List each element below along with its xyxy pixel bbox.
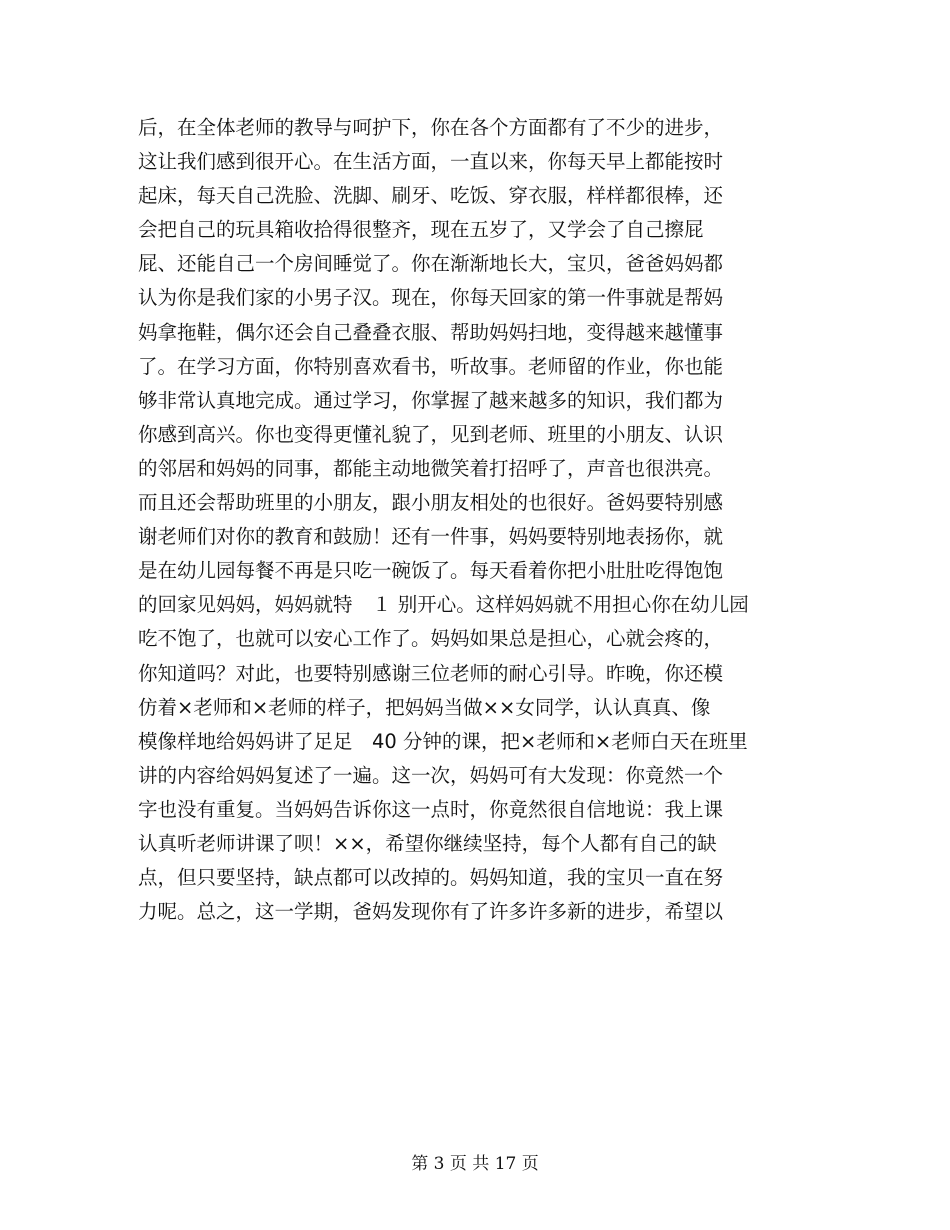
text-line: 你知道吗？对此，也要特别感谢三位老师的耐心引导。昨晚，你还模 bbox=[138, 661, 724, 685]
text-line: 仿着×老师和×老师的样子，把妈妈当做××女同学，认认真真、像 bbox=[138, 695, 711, 719]
page-footer bbox=[0, 1152, 950, 1176]
text-line: 力呢。总之，这一学期，爸妈发现你有了许多许多新的进步，希望以 bbox=[138, 900, 724, 924]
text-line: 点，但只要坚持，缺点都可以改掉的。妈妈知道，我的宝贝一直在努 bbox=[138, 866, 724, 890]
text-line: 这让我们感到很开心。在生活方面，一直以来，你每天早上都能按时 bbox=[138, 150, 724, 174]
body-text bbox=[138, 111, 798, 929]
text-line: 了。在学习方面，你特别喜欢看书，听故事。老师留的作业，你也能 bbox=[138, 354, 724, 378]
text-line: 而且还会帮助班里的小朋友，跟小朋友相处的也很好。爸妈要特别感 bbox=[138, 491, 724, 515]
text-line: 起床，每天自己洗脸、洗脚、刷牙、吃饭、穿衣服，样样都很棒，还 bbox=[138, 184, 724, 208]
text-line: 妈拿拖鞋，偶尔还会自己叠叠衣服、帮助妈妈扫地，变得越来越懂事 bbox=[138, 320, 724, 344]
text-line: 够非常认真地完成。通过学习，你掌握了越来越多的知识，我们都为 bbox=[138, 388, 724, 412]
text-line: 认真听老师讲课了呗！××，希望你继续坚持，每个人都有自己的缺 bbox=[138, 831, 717, 855]
text-line: 后，在全体老师的教导与呵护下，你在各个方面都有了不少的进步， bbox=[138, 116, 724, 139]
text-line: 你感到高兴。你也变得更懂礼貌了，见到老师、班里的小朋友、认识 bbox=[138, 422, 724, 446]
text-line: 认为你是我们家的小男子汉。现在，你每天回家的第一件事就是帮妈 bbox=[138, 286, 724, 310]
text-line: 模像样地给妈妈讲了足足 40 分钟的课，把×老师和×老师白天在班里 bbox=[138, 729, 748, 753]
text-line: 讲的内容给妈妈复述了一遍。这一次，妈妈可有大发现：你竟然一个 bbox=[138, 763, 724, 787]
text-line: 的回家见妈妈，妈妈就特 １ 别开心。这样妈妈就不用担心你在幼儿园 bbox=[138, 593, 749, 617]
page-number: 第 3 页 共 17 页 bbox=[411, 1154, 539, 1174]
text-line: 是在幼儿园每餐不再是只吃一碗饭了。每天看着你把小肚肚吃得饱饱 bbox=[138, 559, 724, 583]
text-line: 屁、还能自己一个房间睡觉了。你在渐渐地长大，宝贝，爸爸妈妈都 bbox=[138, 252, 724, 276]
text-line: 谢老师们对你的教育和鼓励！还有一件事，妈妈要特别地表扬你，就 bbox=[138, 525, 724, 549]
text-line: 字也没有重复。当妈妈告诉你这一点时，你竟然很自信地说：我上课 bbox=[138, 797, 724, 821]
text-line: 会把自己的玩具箱收拾得很整齐，现在五岁了，又学会了自己擦屁 bbox=[138, 218, 704, 242]
text-line: 的邻居和妈妈的同事，都能主动地微笑着打招呼了，声音也很洪亮。 bbox=[138, 456, 724, 480]
text-line: 吃不饱了，也就可以安心工作了。妈妈如果总是担心，心就会疼的， bbox=[138, 627, 724, 651]
